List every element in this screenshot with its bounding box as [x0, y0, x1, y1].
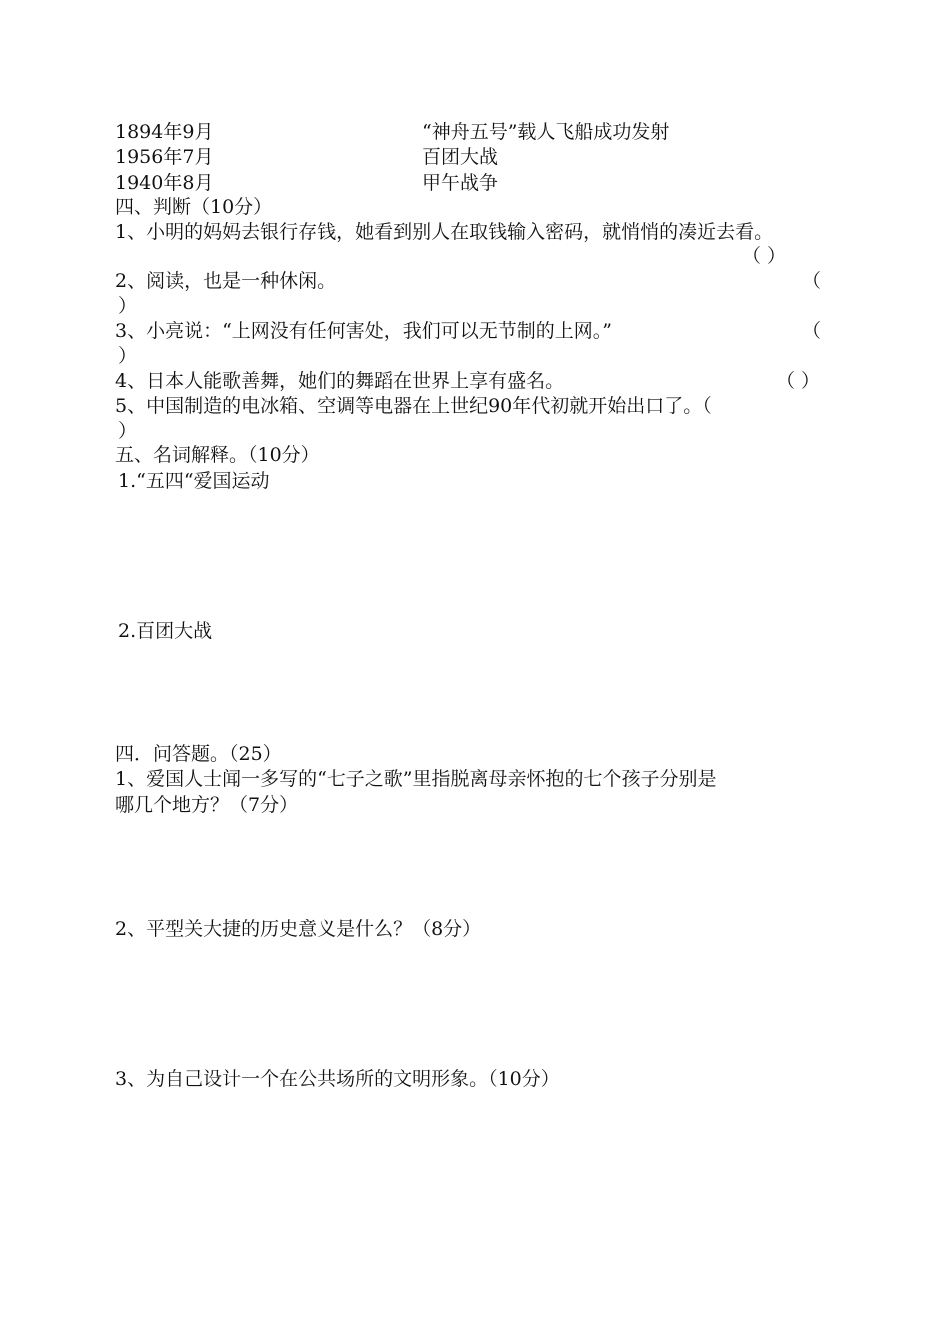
date-1: 1894年9月: [115, 121, 214, 143]
judgment-item-3: 3、小亮说：“上网没有任何害处，我们可以无节制的上网。”: [115, 320, 613, 342]
judgment-item-2: 2、阅读，也是一种休闲。: [115, 270, 337, 292]
judgment-answer-open-2[interactable]: （: [802, 270, 822, 292]
section-qa-heading: 四．问答题。（25）: [115, 743, 282, 765]
judgment-answer-open-3[interactable]: （: [802, 320, 822, 342]
judgment-answer-blank-4[interactable]: （ ）: [776, 370, 821, 392]
event-1: “神舟五号”载人飞船成功发射: [422, 121, 670, 143]
term-item-2: 2.百团大战: [118, 620, 213, 642]
section-terms-heading: 五、名词解释。（10分）: [115, 444, 320, 466]
event-2: 百团大战: [422, 146, 499, 168]
date-3: 1940年8月: [115, 172, 214, 194]
term-item-1: 1.“五四“爱国运动: [118, 470, 270, 492]
qa-question-3: 3、为自己设计一个在公共场所的文明形象。（10分）: [115, 1068, 560, 1090]
qa-question-2: 2、平型关大捷的历史意义是什么？（8分）: [115, 918, 482, 940]
judgment-answer-close-3: ）: [118, 345, 138, 367]
event-3: 甲午战争: [422, 172, 499, 194]
qa-question-1-line-1: 1、爱国人士闻一多写的“七子之歌”里指脱离母亲怀抱的七个孩子分别是: [115, 768, 717, 790]
judgment-answer-blank-1[interactable]: （ ）: [742, 245, 787, 267]
judgment-answer-close-5: ）: [118, 420, 138, 442]
judgment-item-1: 1、小明的妈妈去银行存钱，她看到别人在取钱输入密码，就悄悄的凑近去看。: [115, 221, 774, 243]
judgment-answer-close-2: ）: [118, 295, 138, 317]
date-2: 1956年7月: [115, 146, 214, 168]
judgment-item-5: 5、中国制造的电冰箱、空调等电器在上世纪90年代初就开始出口了。（: [115, 395, 712, 417]
section-judgment-heading: 四、判断（10分）: [115, 196, 273, 218]
judgment-item-4: 4、日本人能歌善舞，她们的舞蹈在世界上享有盛名。: [115, 370, 565, 392]
qa-question-1-line-2: 哪几个地方？（7分）: [115, 794, 299, 816]
